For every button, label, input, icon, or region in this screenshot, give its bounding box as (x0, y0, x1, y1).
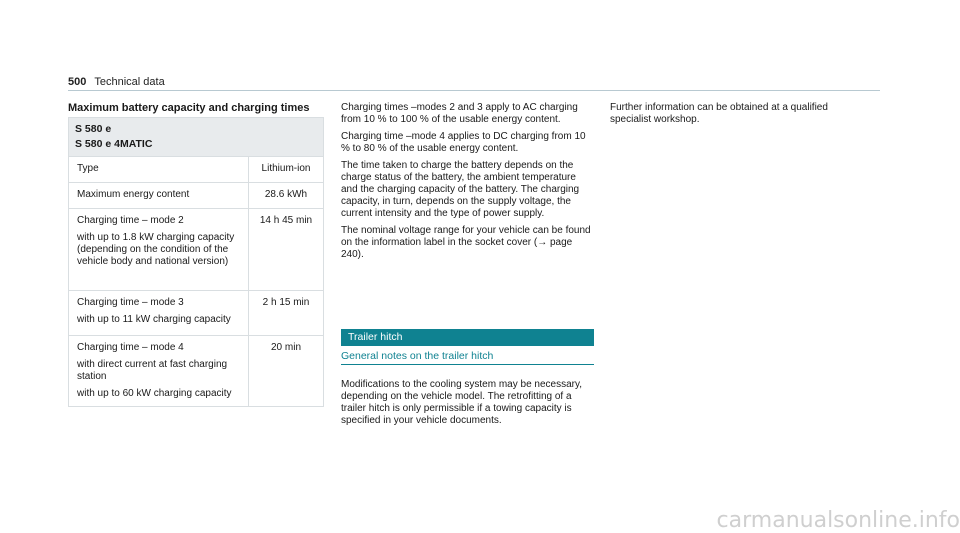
section-heading-bar (341, 329, 594, 346)
row-detail: with direct current at fast charging station (77, 359, 228, 382)
row-value: Lithium-ion (249, 157, 324, 183)
table-row (69, 183, 324, 209)
table-row (69, 157, 324, 183)
row-value: 14 h 45 min (249, 209, 324, 291)
row-detail: with up to 11 kW charging capacity (77, 314, 231, 325)
row-label: Charging time – mode 4 (77, 342, 184, 353)
row-label: Charging time – mode 3 (77, 297, 184, 308)
section-title: Technical data (94, 76, 165, 88)
table-row (69, 336, 324, 407)
model-names (69, 118, 324, 157)
row-label: Charging time – mode 2 (77, 215, 184, 226)
spec-table (68, 117, 324, 407)
trailer-notes (341, 379, 593, 427)
paragraph-text: The nominal voltage range for your vehicle can be found on the information label in the socket cover (341, 225, 591, 248)
table-row (69, 209, 324, 291)
further-info (610, 102, 870, 131)
model-header-row (69, 118, 324, 157)
paragraph: Charging time –mode 4 applies to DC charging from 10 % to 80 % of the usable energy content. (341, 131, 586, 154)
table-row (69, 291, 324, 336)
watermark: carmanualsonline.info (550, 508, 960, 533)
page-header (68, 76, 165, 88)
row-label-cell (69, 291, 249, 336)
subheading: General notes on the trailer hitch (341, 350, 594, 365)
row-label-cell (69, 336, 249, 407)
paragraph: The time taken to charge the battery depends on the charge status of the battery, the ambient temperature and the charging capacity of the battery. The charging capacity, in turn, depends on the supply voltage, the current intensity and the type of power supply. (341, 160, 580, 219)
model-name: S 580 e 4MATIC (75, 138, 153, 150)
row-label-cell (69, 209, 249, 291)
row-detail: with up to 1.8 kW charging capacity (depending on the condition of the vehicle body and national version) (77, 232, 235, 267)
section-heading: Trailer hitch (348, 331, 403, 343)
paragraph (341, 225, 593, 261)
page-reference-link[interactable]: (→ page 240). (341, 237, 573, 260)
table-title: Maximum battery capacity and charging times (68, 102, 310, 114)
paragraph: Charging times –modes 2 and 3 apply to AC charging from 10 % to 100 % of the usable energy content. (341, 102, 578, 125)
row-label: Type (69, 157, 249, 183)
row-value: 2 h 15 min (249, 291, 324, 336)
model-name: S 580 e (75, 123, 112, 135)
row-label: Maximum energy content (69, 183, 249, 209)
charging-notes (341, 102, 593, 266)
row-value: 20 min (249, 336, 324, 407)
paragraph: Modifications to the cooling system may be necessary, depending on the vehicle model. The retrofitting of a trailer hitch is only permissible if a towing capacity is specified in your vehicle documents. (341, 379, 583, 426)
header-divider (68, 90, 880, 91)
paragraph: Further information can be obtained at a qualified specialist workshop. (610, 102, 828, 125)
page-number: 500 (68, 76, 87, 88)
row-detail: with up to 60 kW charging capacity (77, 388, 232, 399)
row-value: 28.6 kWh (249, 183, 324, 209)
